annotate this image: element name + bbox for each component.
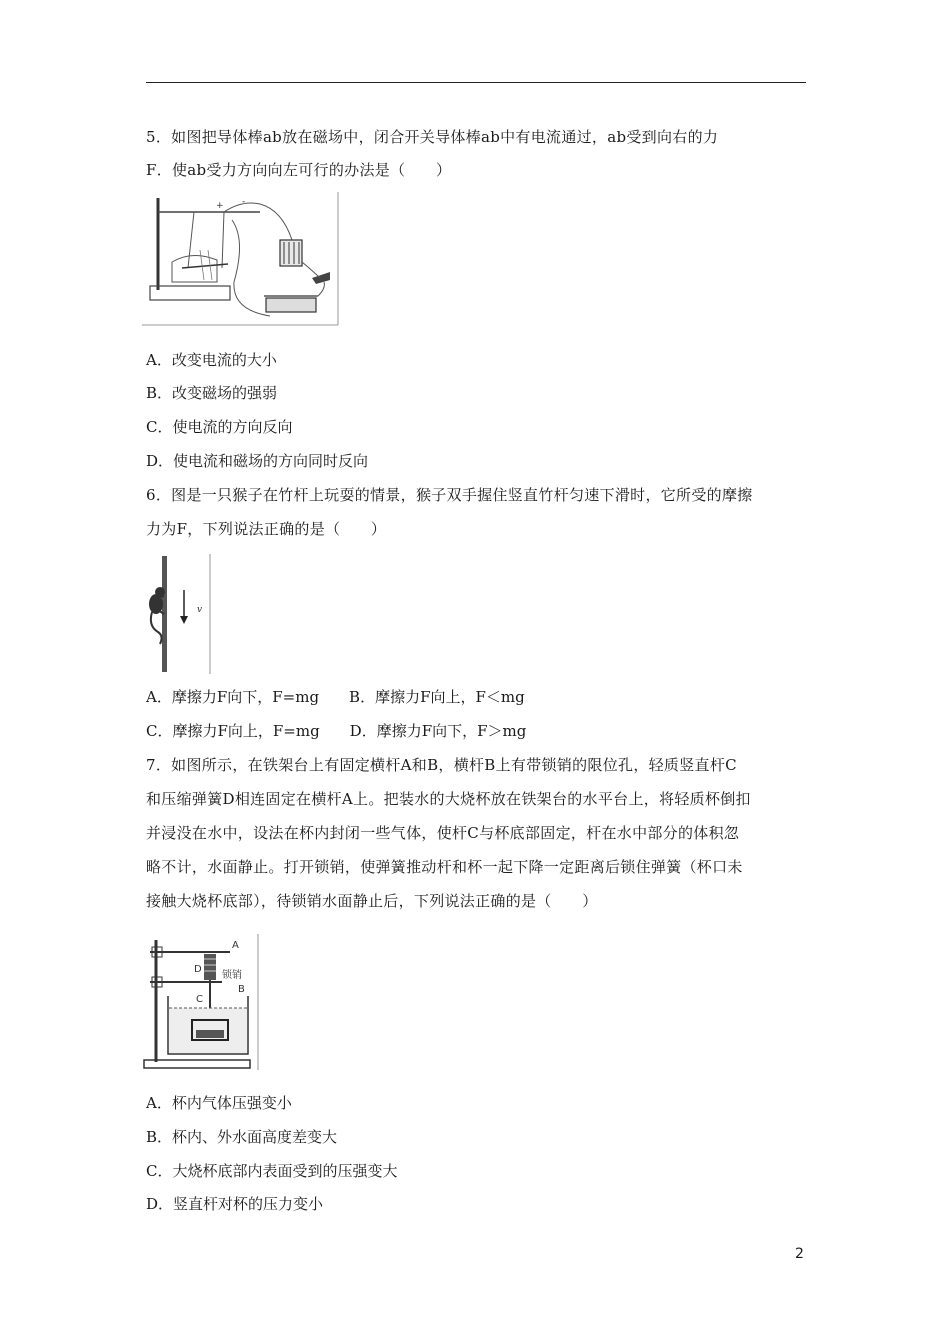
q7-option-a: A．杯内气体压强变小 bbox=[146, 1094, 292, 1112]
q5-figure-minus-label: - bbox=[242, 197, 246, 207]
q6-figure-v-label: v bbox=[197, 605, 203, 615]
q7-figure-label-d: D bbox=[194, 964, 202, 975]
q6-options-row-1: A．摩擦力F向下，F=mg B．摩擦力F向上，F＜mg bbox=[146, 688, 525, 706]
q6-line-1: 6．图是一只猴子在竹杆上玩耍的情景，猴子双手握住竖直竹杆匀速下滑时，它所受的摩擦 bbox=[146, 486, 753, 504]
q7-line-4: 略不计，水面静止。打开锁销，使弹簧推动杆和杯一起下降一定距离后锁住弹簧（杯口未 bbox=[146, 858, 743, 876]
q7-figure-label-b: B bbox=[238, 984, 245, 995]
q5-figure-plus-label: + bbox=[216, 201, 224, 211]
q7-figure-label-lock: 锁销 bbox=[222, 970, 242, 981]
header-rule bbox=[146, 82, 806, 83]
q6-line-2: 力为F，下列说法正确的是（ ） bbox=[146, 520, 387, 538]
page-number: 2 bbox=[795, 1246, 804, 1262]
q7-option-d: D．竖直杆对杯的压力变小 bbox=[146, 1195, 324, 1213]
q5-option-a: A．改变电流的大小 bbox=[146, 351, 277, 369]
q5-option-d: D．使电流和磁场的方向同时反向 bbox=[146, 452, 369, 470]
q7-figure-label-a: A bbox=[232, 940, 239, 951]
q5-figure-magnetic-force-apparatus bbox=[142, 190, 340, 328]
q7-option-c: C．大烧杯底部内表面受到的压强变大 bbox=[146, 1162, 398, 1180]
q5-option-b: B．改变磁场的强弱 bbox=[146, 384, 278, 402]
q6-options-row-2: C．摩擦力F向上，F=mg D．摩擦力F向下，F＞mg bbox=[146, 722, 527, 740]
q7-line-5: 接触大烧杯底部），待锁销水面静止后，下列说法正确的是（ ） bbox=[146, 892, 598, 910]
q7-line-2: 和压缩弹簧D相连固定在横杆A上。把装水的大烧杯放在铁架台的水平台上，将轻质杯倒扣 bbox=[146, 790, 751, 808]
q5-line-2: F．使ab受力方向向左可行的办法是（ ） bbox=[146, 161, 452, 179]
q7-line-1: 7．如图所示，在铁架台上有固定横杆A和B，横杆B上有带锁销的限位孔，轻质竖直杆C bbox=[146, 756, 737, 774]
q7-figure-label-c: C bbox=[196, 994, 203, 1005]
q7-figure-iron-stand-beaker bbox=[142, 932, 262, 1074]
q5-line-1: 5．如图把导体棒ab放在磁场中，闭合开关导体棒ab中有电流通过，ab受到向右的力 bbox=[146, 128, 719, 146]
q7-option-b: B．杯内、外水面高度差变大 bbox=[146, 1128, 338, 1146]
q6-figure-monkey-on-pole bbox=[142, 552, 214, 676]
q5-option-c: C．使电流的方向反向 bbox=[146, 418, 293, 436]
q7-line-3: 并浸没在水中，设法在杯内封闭一些气体，使杆C与杯底部固定，杆在水中部分的体积忽 bbox=[146, 824, 740, 842]
